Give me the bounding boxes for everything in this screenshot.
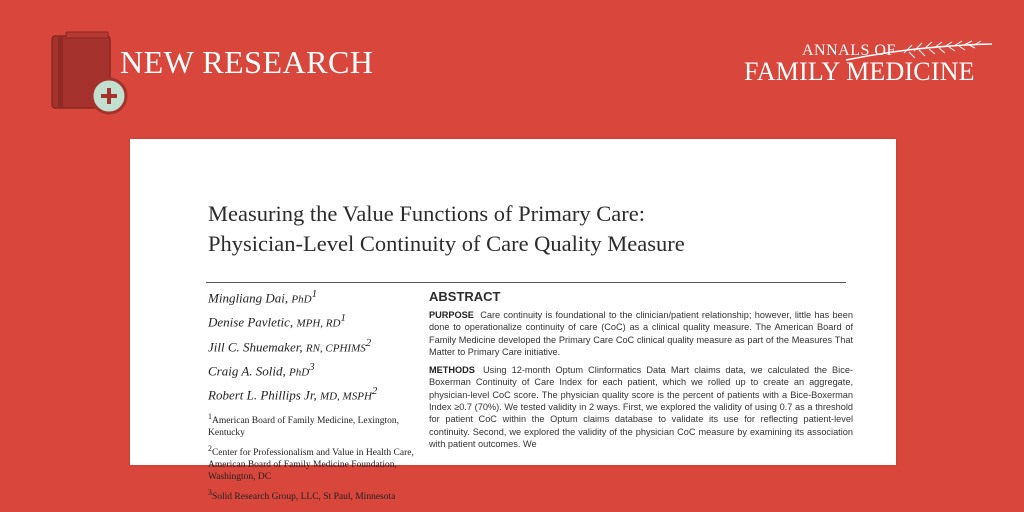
affiliation <box>208 443 414 483</box>
author-sup: 2 <box>371 385 378 398</box>
author-credentials: MD, MSPH <box>319 390 372 403</box>
author-credentials: PhD <box>289 366 310 379</box>
author-credentials: MPH, RD <box>296 317 341 330</box>
affiliation <box>208 487 414 503</box>
affiliation-sup: 2 <box>208 443 212 453</box>
banner-title: NEW RESEARCH <box>120 44 374 80</box>
book-plus-icon <box>52 32 130 114</box>
affiliation-text: Solid Research Group, LLC, St Paul, Minnesota <box>211 492 396 503</box>
purpose-label: PURPOSE <box>429 310 474 320</box>
author <box>208 358 414 382</box>
methods-text: Using 12-month Optum Clinformatics Data Mart claims data, we calculated the Bice-Boxerman Continuity of Care Index for each patient, which we rolled up to create an aggregate, physician-level CoC score. The physician quality score is the percent of patients with a Bice-Boxerman Index ≥0.7 (70%). We tested validity in 2 ways. First, we explored the validity of using 0.7 as a threshold for patient CoC within the Optum claims database to validate its use for reflecting patient-level continuity. Second, we explored the validity of the physician CoC measure by examining its association with patient outcomes. We <box>429 365 853 449</box>
logo-line2: FAMILY MEDICINE <box>744 57 975 86</box>
author <box>208 334 414 358</box>
author-sup: 2 <box>365 336 372 349</box>
author-name: Denise Pavletic, <box>208 314 294 330</box>
author <box>208 309 414 333</box>
abstract-heading: ABSTRACT <box>429 289 501 304</box>
author-sup: 1 <box>311 288 318 300</box>
affiliation-text: Center for Professionalism and Value in Health Care, American Board of Family Medicine Foundation, Washington, DC <box>208 447 414 482</box>
affiliation <box>208 411 414 439</box>
author-sup: 3 <box>309 360 315 373</box>
purpose-text: Care continuity is foundational to the clinician/patient relationship; however, little has been done to operationalize continuity of care (CoC) as a clinical quality measure. The American Board of Family Medicine developed the Primary Care CoC clinical quality measure as part of the Measures That Matter to Primary Care initiative. <box>429 310 853 357</box>
author-list <box>208 285 414 503</box>
divider <box>206 282 846 283</box>
author-name: Robert L. Phillips Jr, <box>208 387 317 403</box>
paper-title <box>208 199 828 259</box>
paper-title-line2: Physician-Level Continuity of Care Quality Measure <box>208 231 685 256</box>
abstract-methods <box>429 364 853 450</box>
author-name: Jill C. Shuemaker, <box>208 338 303 354</box>
affiliation-sup: 1 <box>208 411 212 421</box>
author-credentials: PhD <box>291 293 312 306</box>
author <box>208 285 414 309</box>
methods-label: METHODS <box>429 365 475 376</box>
paper-page <box>130 139 896 503</box>
author-sup: 1 <box>340 312 346 325</box>
logo-line1: ANNALS OF <box>802 42 896 59</box>
journal-logo <box>744 40 994 88</box>
author-credentials: RN, CPHIMS <box>305 341 366 354</box>
abstract-purpose <box>429 309 853 358</box>
author-name: Craig A. Solid, <box>208 363 286 379</box>
affiliation-text: American Board of Family Medicine, Lexington, Kentucky <box>208 415 400 438</box>
author <box>208 382 414 406</box>
affiliation-sup: 3 <box>208 487 212 497</box>
paper-title-line1: Measuring the Value Functions of Primary Care: <box>208 201 646 226</box>
abstract <box>429 289 853 456</box>
author-name: Mingliang Dai, <box>208 290 289 306</box>
